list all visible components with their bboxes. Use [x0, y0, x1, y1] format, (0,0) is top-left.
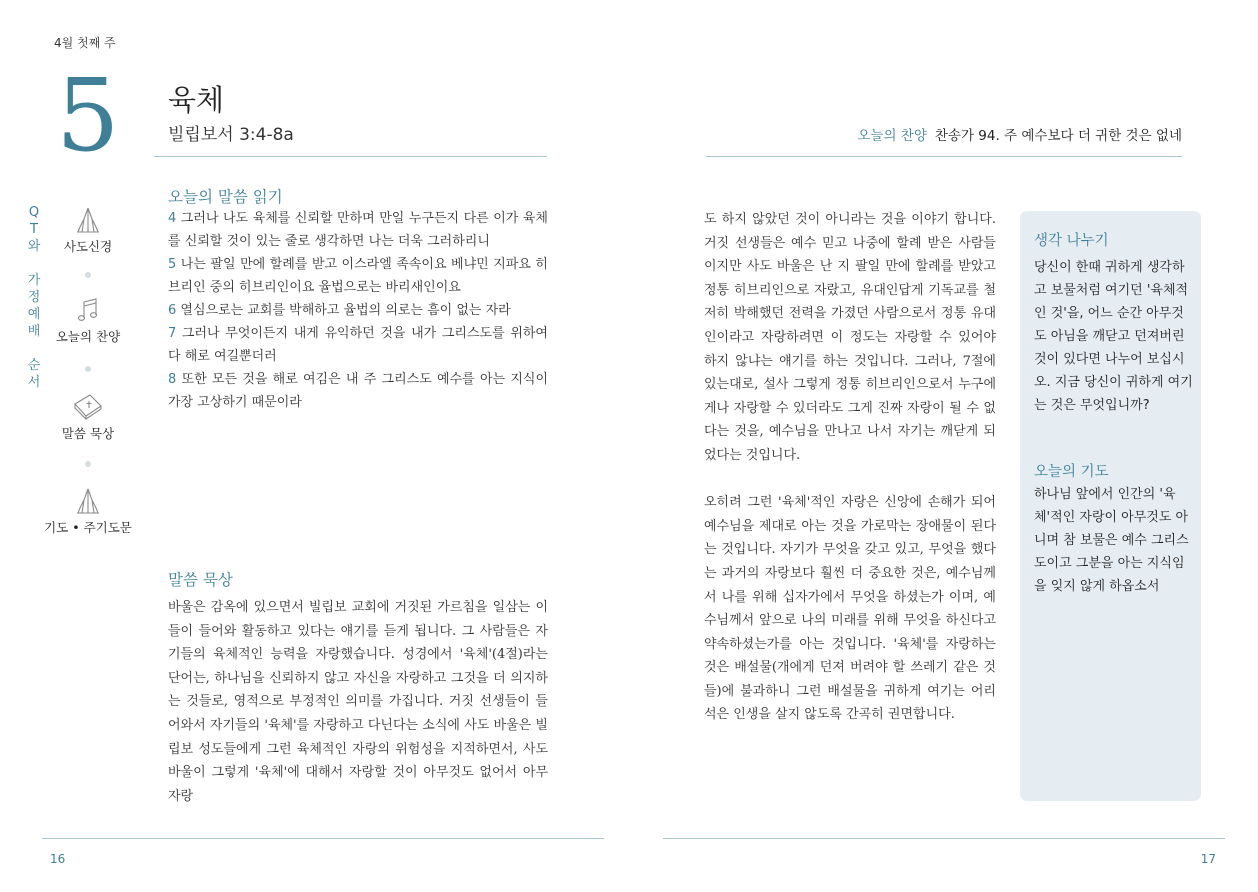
hymn-of-the-day — [857, 124, 1182, 144]
share-heading: 생각 나누기 — [1034, 233, 1109, 249]
verse: 5 나는 팔일 만에 할례를 받고 이스라엘 족속이요 베냐민 지파요 히브리인 중의 히브리인이요 율법으로는 바리새인이요 — [168, 257, 548, 295]
sidebar-vertical-title: Q T 와 가 정 예 배 순 서 — [27, 205, 41, 390]
praying-hands-icon — [73, 486, 103, 516]
music-note-icon — [73, 295, 103, 325]
sidebar-step-creed — [33, 205, 143, 255]
step-separator — [85, 366, 91, 372]
verse: 4 그러나 나도 육체를 신뢰할 만하며 만일 누구든지 다른 이가 육체를 신뢰할 것이 있는 줄로 생각하면 나는 더욱 그러하리니 — [168, 211, 548, 249]
step-separator — [85, 461, 91, 467]
page-title: 육체 — [168, 83, 225, 117]
share-text: 당신이 한때 귀하게 생각하고 보물처럼 여기던 '육체적인 것'을, 어느 순간 아무것도 아님을 깨닫고 던져버린 것이 있다면 나누어 보십시오. 지금 당신이 귀하게 여기는 것은 무엇입니까? — [1034, 260, 1193, 413]
prayer-heading: 오늘의 기도 — [1034, 464, 1109, 480]
week-label: 4월 첫째 주 — [54, 36, 116, 50]
reading-heading: 오늘의 말씀 읽기 — [168, 188, 283, 206]
step-label: 말씀 묵상 — [61, 426, 115, 441]
scripture-reference: 빌립보서 3:4-8a — [168, 125, 294, 145]
step-label: 사도신경 — [63, 239, 113, 254]
verse: 8 또한 모든 것을 해로 여김은 내 주 그리스도 예수를 아는 지식이 가장 고상하기 때문이라 — [168, 372, 548, 410]
header-divider-right — [706, 156, 1182, 157]
meditation-heading: 말씀 묵상 — [168, 571, 233, 589]
prayer-text: 하나님 앞에서 인간의 '육체'적인 자랑이 아무것도 아니며 참 보물은 예수 그리스도이고 그분을 아는 지식임을 잊지 않게 하옵소서 — [1034, 487, 1189, 594]
bible-icon — [72, 390, 104, 422]
meditation-paragraph: 도 하지 않았던 것이 아니라는 것을 이야기 합니다. 거짓 선생들은 예수 믿고 나중에 할례 받은 사람들이지만 사도 바울은 난 지 팔일 만에 할례를 받았고 정통 히브리인으로 자랐고, 유대인답게 기독교를 철저히 박해했던 전력을 가졌던 사람으로서 정통 유대인이라고 자랑하려면 이 정도는 자랑할 수 있어야 하지 않냐는 얘기를 하는 것입니다. 그러나, 7절에 있는대로, 설사 그렇게 정통 히브리인으로서 누구에게나 자랑할 수 있더라도 그게 진짜 자랑이 될 수 없다는 것을, 예수님을 만나고 나서 자기는 깨닫게 되었다는 것입니다. — [704, 212, 996, 463]
reflection-box — [1020, 211, 1201, 801]
meditation-paragraph: 오히려 그런 '육체'적인 자랑은 신앙에 손해가 되어 예수님을 제대로 아는 것을 가로막는 장애물이 된다는 것입니다. 자기가 무엇을 갖고 있고, 무엇을 했다는 과거의 자랑보다 훨씬 더 중요한 것은, 예수님께서 나를 위해 십자가에서 무엇을 하셨는가 이며, 예수님께서 앞으로 나의 미래를 위해 무엇을 하신다고 약속하셨는가를 아는 것입니다. '육체'를 자랑하는 것은 배설물(개에게 던져 버려야 할 쓰레기 같은 것들)에 불과하니 그런 배설물을 귀하게 여기는 어리석은 인생을 살지 않도록 간곡히 권면합니다. — [704, 495, 996, 723]
sidebar-step-hymn — [33, 295, 143, 345]
sidebar-step-prayer — [33, 486, 143, 536]
meditation-text-right — [704, 208, 996, 751]
meditation-text-left: 바울은 감옥에 있으면서 빌립보 교회에 거짓된 가르침을 일삼는 이들이 들어와 활동하고 있다는 얘기를 듣게 됩니다. 그 사람들은 자기들의 육체적인 능력을 자랑했습니다. 성경에서 '육체'(4절)라는 단어는, 하나님을 신뢰하지 않고 자신을 자랑하고 그것을 더 의지하는 것들로, 영적으로 부정적인 의미를 가집니다. 거짓 선생들이 들어와서 자기들의 '육체'를 자랑하고 다닌다는 소식에 사도 바울은 빌립보 성도들에게 그런 육체적인 자랑의 위험성을 지적하면서, 사도 바울이 그렇게 '육체'에 대해서 자랑할 것이 아무것도 없어서 아무 자랑 — [168, 600, 548, 804]
page-number-left: 16 — [50, 852, 66, 866]
footer-divider-right — [663, 838, 1225, 839]
hymn-label: 오늘의 찬양 — [857, 128, 927, 144]
hymn-title: 찬송가 94. 주 예수보다 더 귀한 것은 없네 — [934, 128, 1182, 144]
step-separator — [85, 272, 91, 278]
step-label: 기도 • 주기도문 — [44, 520, 132, 535]
day-number: 5 — [56, 57, 120, 174]
footer-divider-left — [42, 838, 604, 839]
step-label: 오늘의 찬양 — [55, 329, 121, 344]
reading-verses — [168, 207, 548, 414]
praying-hands-icon — [73, 205, 103, 235]
header-divider-left — [154, 156, 547, 157]
page-number-right: 17 — [1200, 852, 1216, 866]
sidebar-step-meditation — [33, 390, 143, 442]
verse: 7 그러나 무엇이든지 내게 유익하던 것을 내가 그리스도를 위하여 다 해로 여길뿐더러 — [168, 326, 548, 364]
verse: 6 열심으로는 교회를 박해하고 율법의 의로는 흠이 없는 자라 — [168, 303, 511, 318]
